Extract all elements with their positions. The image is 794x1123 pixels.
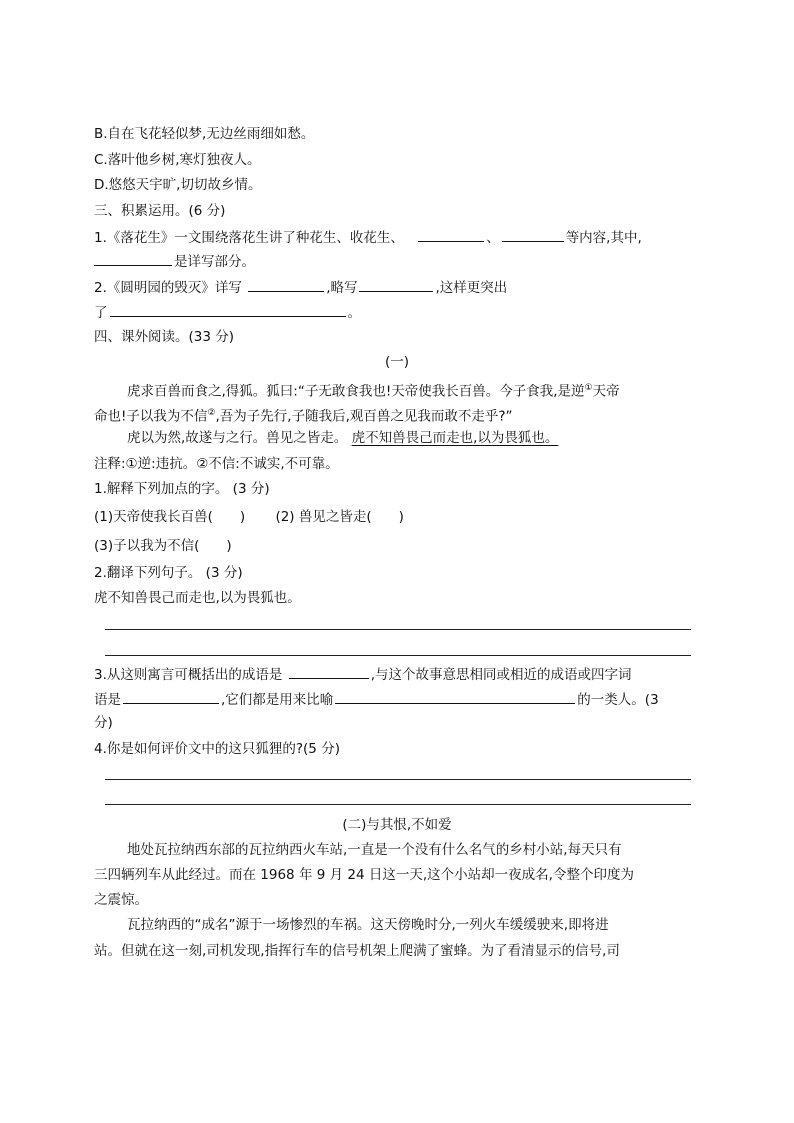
passage2-para2-line1: 瓦拉纳西的“成名”源于一场惨烈的车祸。这天傍晚时分,一列火车缓缓驶来,即将进: [127, 917, 609, 933]
passage-text: 命也!子以我为不信: [94, 408, 208, 425]
footnote-marker: ②: [207, 408, 216, 418]
option-b: B.自在飞花轻似梦,无边丝雨细如愁。: [94, 126, 315, 142]
q4-label: 4.你是如何评价文中的这只狐狸的?(5 分): [94, 741, 340, 757]
q1-item-3: (3)子以我为不信( ): [94, 538, 232, 554]
q1-item-1: (1)天帝使我长百兽( ): [94, 509, 246, 525]
answer-blank[interactable]: [335, 689, 575, 704]
answer-blank[interactable]: [502, 227, 564, 242]
passage1-note: 注释:①逆:违抗。②不信:不诚实,不可靠。: [94, 456, 339, 472]
q3-text: 的一类人。(3: [577, 692, 659, 708]
passage1-title: (一): [384, 354, 410, 370]
passage2-title: (二)与其恨,不如爱: [342, 817, 452, 833]
q1-item-2: (2) 兽见之皆走( ): [275, 509, 404, 525]
q3-text: 3.从这则寓言可概括出的成语是: [94, 667, 283, 683]
passage1-para1-line2: [94, 403, 513, 427]
answer-line[interactable]: [105, 779, 691, 780]
answer-line[interactable]: [105, 804, 691, 805]
s3-q1-text-2: 等内容,其中,: [565, 230, 642, 246]
s3-q2-text-3: ,这样更突出: [435, 280, 508, 296]
s3-question-1-cont: [94, 251, 255, 272]
q3-line3: 分): [94, 715, 113, 731]
answer-blank[interactable]: [359, 277, 433, 292]
passage2-para1-line1: 地处瓦拉纳西东部的瓦拉纳西火车站,一直是一个没有什么名气的乡村小站,每天只有: [127, 842, 622, 858]
s3-q1-text-3: 是详写部分。: [174, 254, 255, 270]
s3-question-2: [94, 277, 507, 298]
answer-line[interactable]: [105, 629, 691, 630]
q3-line1: [94, 664, 631, 685]
passage-text: ,吾为子先行,子随我后,观百兽之见我而敢不走乎?”: [215, 408, 513, 425]
passage1-para2: [127, 428, 558, 448]
underlined-sentence: 虎不知兽畏己而走也,以为畏狐也。: [351, 430, 559, 446]
passage-text: 天帝: [592, 383, 620, 400]
s3-q2-text-2: ,略写: [326, 280, 358, 296]
option-d: D.悠悠天宇旷,切切故乡情。: [94, 177, 262, 193]
passage-text: 虎求百兽而食之,得狐。狐曰:“子无敢食我也!天帝使我长百兽。今子食我,是逆: [127, 383, 585, 400]
s3-q1-sep: 、: [486, 230, 500, 246]
q3-text: 语是: [94, 692, 121, 708]
section4-heading: 四、课外阅读。(33 分): [94, 329, 235, 345]
q3-line2: [94, 689, 659, 710]
passage2-para2-line2: 站。但就在这一刻,司机发现,指挥行车的信号机架上爬满了蜜蜂。为了看清显示的信号,司: [94, 943, 620, 959]
q2-sentence: 虎不知兽畏己而走也,以为畏狐也。: [94, 590, 301, 606]
passage2-para1-line3: 之震惊。: [94, 892, 148, 908]
passage2-para1-line2: 三四辆列车从此经过。而在 1968 年 9 月 24 日这一天,这个小站却一夜成名,令整个印度为: [94, 867, 634, 883]
answer-blank[interactable]: [289, 664, 369, 679]
q3-text: ,它们都是用来比喻: [221, 692, 334, 708]
q2-label: 2.翻译下列句子。 (3 分): [94, 565, 243, 581]
answer-blank[interactable]: [94, 251, 172, 266]
passage-text: 虎以为然,故遂与之行。兽见之皆走。: [127, 430, 348, 446]
q3-text: ,与这个故事意思相同或相近的成语或四字词: [370, 667, 632, 683]
s3-q2-text-4: 了: [94, 305, 108, 321]
answer-line[interactable]: [105, 655, 691, 656]
option-c: C.落叶他乡树,寒灯独夜人。: [94, 152, 261, 168]
s3-question-2-cont: [94, 302, 361, 323]
passage1-para1-line1: [127, 378, 620, 402]
q1-items: [94, 507, 404, 527]
footnote-marker: ①: [584, 383, 593, 393]
answer-blank[interactable]: [418, 227, 484, 242]
s3-q1-text-1: 1.《落花生》一文围绕落花生讲了种花生、收花生、: [94, 230, 404, 246]
answer-blank[interactable]: [110, 302, 346, 317]
answer-blank[interactable]: [248, 277, 324, 292]
section3-heading: 三、积累运用。(6 分): [94, 203, 226, 219]
s3-question-1: [94, 227, 642, 248]
answer-blank[interactable]: [123, 689, 219, 704]
s3-q2-end: 。: [347, 305, 361, 321]
s3-q2-text-1: 2.《圆明园的毁灭》详写: [94, 280, 242, 296]
q1-label: 1.解释下列加点的字。 (3 分): [94, 481, 270, 497]
